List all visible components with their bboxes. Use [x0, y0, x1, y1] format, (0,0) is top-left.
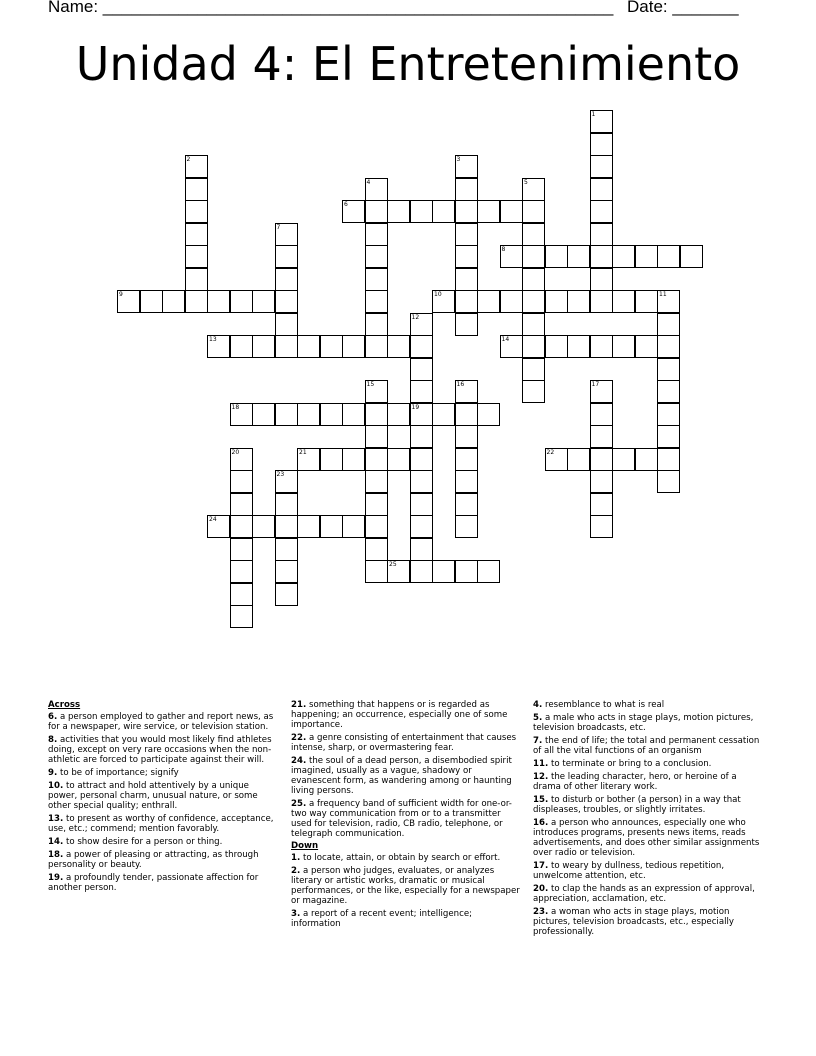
crossword-cell[interactable] [590, 493, 613, 516]
crossword-cell[interactable] [162, 290, 185, 313]
crossword-cell[interactable] [455, 470, 478, 493]
crossword-cell[interactable] [230, 538, 253, 561]
clue-number: 12 [411, 313, 420, 321]
clue-text: something that happens or is regarded as happening; an occurrence, especially one of some importance. [291, 700, 508, 730]
clue-item [533, 795, 765, 815]
page-title: Unidad 4: El Entretenimiento [75, 37, 741, 91]
crossword-cell[interactable] [342, 403, 365, 426]
crossword-cell[interactable] [612, 245, 635, 268]
crossword-cell[interactable] [207, 290, 230, 313]
clue-text: a person employed to gather and report news, as for a newspaper, wire service, or television station. [48, 712, 274, 732]
clue-number: 23 [276, 471, 285, 478]
crossword-cell[interactable] [522, 290, 545, 313]
crossword-cell[interactable] [410, 515, 433, 538]
crossword-cell[interactable] [342, 200, 365, 223]
crossword-cell[interactable] [455, 245, 478, 268]
clue-text: a woman who acts in stage plays, motion pictures, television broadcasts, etc., especially professionally. [533, 907, 734, 937]
clue-number-label: 4. [533, 700, 543, 710]
crossword-cell[interactable] [140, 290, 163, 313]
crossword-cell[interactable] [342, 515, 365, 538]
crossword-cell[interactable] [500, 290, 523, 313]
clue-text: a male who acts in stage plays, motion pictures, television broadcasts, etc. [533, 713, 754, 733]
crossword-cell[interactable] [117, 290, 140, 313]
crossword-cell[interactable] [567, 335, 590, 358]
crossword-cell[interactable] [185, 290, 208, 313]
clue-item [48, 712, 280, 732]
clue-number-label: 25. [291, 799, 307, 809]
clue-number-label: 18. [48, 850, 64, 860]
crossword-cell[interactable] [365, 425, 388, 448]
crossword-cell[interactable] [477, 290, 500, 313]
clue-number: 16 [456, 381, 465, 388]
clue-text: to attract and hold attentively by a unique power, personal charm, unusual nature, or some other special quality; enthrall. [48, 781, 258, 811]
clue-number-label: 17. [533, 861, 549, 871]
crossword-cell[interactable] [410, 425, 433, 448]
crossword-cell[interactable] [230, 560, 253, 583]
crossword-cell[interactable] [590, 470, 613, 493]
clue-item [48, 735, 280, 765]
crossword-cell[interactable] [320, 335, 343, 358]
clue-number: 8 [501, 246, 506, 253]
crossword-cell[interactable] [275, 560, 298, 583]
clue-number-label: 20. [533, 884, 549, 894]
crossword-cell[interactable] [657, 470, 680, 493]
crossword-cell[interactable] [590, 403, 613, 426]
crossword-cell[interactable] [230, 470, 253, 493]
crossword-cell[interactable] [410, 560, 433, 583]
clue-number: 15 [366, 381, 375, 388]
clue-number: 24 [209, 516, 217, 523]
clue-number-label: 11. [533, 759, 549, 769]
crossword-cell[interactable] [500, 245, 523, 268]
crossword-cell[interactable] [297, 515, 320, 538]
crossword-cell[interactable] [657, 290, 680, 313]
crossword-cell[interactable] [455, 290, 478, 313]
clue-number-label: 1. [291, 853, 301, 863]
crossword-cell[interactable] [455, 223, 478, 246]
clue-text: resemblance to what is real [542, 700, 665, 710]
crossword-cell[interactable] [635, 245, 658, 268]
clue-number: 7 [276, 223, 281, 231]
crossword-cell[interactable] [410, 403, 433, 426]
clue-item [533, 700, 765, 710]
crossword-cell[interactable] [455, 448, 478, 471]
clue-item [533, 884, 765, 904]
crossword-cell[interactable] [185, 200, 208, 223]
crossword-cell[interactable] [275, 223, 298, 246]
crossword-cell[interactable] [545, 290, 568, 313]
crossword-cell[interactable] [635, 448, 658, 471]
clue-number: 18 [231, 403, 240, 411]
crossword-cell[interactable] [477, 403, 500, 426]
crossword-cell[interactable] [410, 448, 433, 471]
clue-item [48, 781, 280, 811]
crossword-cell[interactable] [455, 560, 478, 583]
clue-text: to disturb or bother (a person) in a way that displeases, troubles, or slightly irritates. [533, 795, 741, 815]
crossword-cell[interactable] [365, 200, 388, 223]
clue-item [48, 837, 280, 847]
clue-number-label: 9. [48, 768, 58, 778]
clue-number: 6 [344, 201, 348, 208]
crossword-cell[interactable] [230, 448, 253, 471]
crossword-cell[interactable] [522, 223, 545, 246]
clue-number-label: 21. [291, 700, 307, 710]
crossword-cell[interactable] [252, 403, 275, 426]
clue-number-label: 14. [48, 837, 64, 847]
crossword-cell[interactable] [275, 493, 298, 516]
crossword-cell[interactable] [387, 335, 410, 358]
crossword-cell[interactable] [545, 245, 568, 268]
crossword-cell[interactable] [612, 335, 635, 358]
clue-number: 22 [546, 448, 555, 456]
clue-text: a genre consisting of entertainment that causes intense, sharp, or overmastering fear. [291, 733, 517, 753]
clue-number-label: 3. [291, 909, 301, 919]
clue-item [533, 736, 765, 756]
clue-number: 25 [389, 561, 397, 568]
crossword-cell[interactable] [657, 403, 680, 426]
clue-number: 14 [501, 336, 510, 343]
crossword-cell[interactable] [387, 403, 410, 426]
crossword-cell[interactable] [500, 335, 523, 358]
crossword-cell[interactable] [365, 178, 388, 201]
clue-number-label: 23. [533, 907, 549, 917]
clue-column-1 [48, 700, 280, 896]
crossword-cell[interactable] [365, 313, 388, 336]
clue-number-label: 16. [533, 818, 549, 828]
clue-number: 20 [231, 448, 240, 456]
crossword-cell[interactable] [275, 515, 298, 538]
crossword-cell[interactable] [590, 178, 613, 201]
crossword-cell[interactable] [500, 200, 523, 223]
crossword-cell[interactable] [320, 403, 343, 426]
clue-text: a profoundly tender, passionate affection for another person. [48, 873, 259, 893]
crossword-cell[interactable] [590, 223, 613, 246]
clue-number-label: 6. [48, 712, 58, 722]
clue-text: to weary by dullness, tedious repetition, unwelcome attention, etc. [533, 861, 725, 881]
crossword-cell[interactable] [545, 448, 568, 471]
crossword-cell[interactable] [657, 358, 680, 381]
clue-item [533, 818, 765, 858]
crossword-cell[interactable] [455, 380, 478, 403]
crossword-cell[interactable] [365, 493, 388, 516]
clue-number-label: 2. [291, 866, 301, 876]
crossword-cell[interactable] [567, 245, 590, 268]
crossword-cell[interactable] [657, 245, 680, 268]
crossword-cell[interactable] [230, 493, 253, 516]
crossword-cell[interactable] [410, 200, 433, 223]
crossword-cell[interactable] [590, 425, 613, 448]
clue-text: to terminate or bring to a conclusion. [548, 759, 712, 769]
crossword-cell[interactable] [455, 313, 478, 336]
down-heading: Down [291, 841, 319, 851]
crossword-cell[interactable] [477, 560, 500, 583]
clue-number-label: 19. [48, 873, 64, 883]
crossword-cell[interactable] [522, 358, 545, 381]
crossword-cell[interactable] [410, 380, 433, 403]
crossword-cell[interactable] [365, 245, 388, 268]
crossword-cell[interactable] [590, 155, 613, 178]
crossword-cell[interactable] [365, 380, 388, 403]
crossword-cell[interactable] [365, 223, 388, 246]
crossword-cell[interactable] [275, 245, 298, 268]
crossword-cell[interactable] [432, 200, 455, 223]
crossword-cell[interactable] [635, 290, 658, 313]
crossword-cell[interactable] [657, 335, 680, 358]
crossword-cell[interactable] [230, 515, 253, 538]
crossword-cell[interactable] [275, 403, 298, 426]
clue-text: a frequency band of sufficient width for one-or-two way communication from or to a transmitter used for television, radio, CB radio, telephone, or telegraph communication. [291, 799, 512, 839]
clue-number: 2 [186, 156, 191, 163]
clue-number: 3 [456, 156, 461, 163]
crossword-cell[interactable] [432, 403, 455, 426]
crossword-cell[interactable] [410, 335, 433, 358]
crossword-cell[interactable] [455, 268, 478, 291]
crossword-cell[interactable] [612, 290, 635, 313]
crossword-cell[interactable] [612, 448, 635, 471]
clue-number: 19 [411, 403, 420, 411]
clue-item [533, 772, 765, 792]
crossword-cell[interactable] [522, 178, 545, 201]
crossword-cell[interactable] [590, 200, 613, 223]
crossword-cell[interactable] [567, 290, 590, 313]
crossword-cell[interactable] [365, 268, 388, 291]
clue-item [291, 756, 523, 796]
crossword-cell[interactable] [230, 583, 253, 606]
clue-number: 13 [209, 336, 217, 343]
crossword-cell[interactable] [635, 335, 658, 358]
crossword-cell[interactable] [657, 313, 680, 336]
crossword-cell[interactable] [185, 223, 208, 246]
crossword-cell[interactable] [590, 133, 613, 156]
crossword-cell[interactable] [342, 335, 365, 358]
crossword-cell[interactable] [275, 268, 298, 291]
crossword-cell[interactable] [522, 380, 545, 403]
crossword-cell[interactable] [365, 403, 388, 426]
clue-number-label: 13. [48, 814, 64, 824]
crossword-cell[interactable] [590, 380, 613, 403]
name-field-label: Name: ______________________________________________________ [48, 0, 614, 16]
crossword-cell[interactable] [297, 335, 320, 358]
clue-column-2 [291, 700, 523, 932]
crossword-cell[interactable] [275, 335, 298, 358]
crossword-cell[interactable] [455, 493, 478, 516]
crossword-cell[interactable] [230, 605, 253, 628]
clue-column-3 [533, 700, 765, 940]
crossword-cell[interactable] [522, 335, 545, 358]
crossword-cell[interactable] [455, 515, 478, 538]
clue-text: activities that you would most likely find athletes doing, except on very rare occasions when the non-athletic are forced to participate against their will. [48, 735, 272, 765]
clue-item [48, 850, 280, 870]
crossword-cell[interactable] [522, 200, 545, 223]
crossword-cell[interactable] [410, 493, 433, 516]
clue-number-label: 12. [533, 772, 549, 782]
clue-item [291, 866, 523, 906]
clue-text: a power of pleasing or attracting, as through personality or beauty. [48, 850, 259, 870]
clue-item [48, 768, 280, 778]
clue-text: to locate, attain, or obtain by search or effort. [300, 853, 501, 863]
crossword-cell[interactable] [365, 560, 388, 583]
crossword-cell[interactable] [365, 515, 388, 538]
clue-number: 10 [434, 291, 442, 298]
crossword-cell[interactable] [545, 335, 568, 358]
crossword-cell[interactable] [387, 448, 410, 471]
clue-number-label: 15. [533, 795, 549, 805]
clue-text: a person who judges, evaluates, or analyzes literary or artistic works, dramatic or musical performances, or the like, especially for a newspaper or magazine. [291, 866, 520, 906]
crossword-cell[interactable] [275, 470, 298, 493]
clue-text: to clap the hands as an expression of approval, appreciation, acclamation, etc. [533, 884, 755, 904]
crossword-cell[interactable] [252, 515, 275, 538]
crossword-cell[interactable] [230, 335, 253, 358]
crossword-cell[interactable] [455, 425, 478, 448]
crossword-cell[interactable] [522, 245, 545, 268]
crossword-cell[interactable] [590, 268, 613, 291]
crossword-cell[interactable] [567, 448, 590, 471]
clue-number: 17 [591, 381, 600, 388]
clue-text: to be of importance; signify [57, 768, 179, 778]
crossword-cell[interactable] [590, 245, 613, 268]
crossword-cell[interactable] [590, 335, 613, 358]
crossword-cell[interactable] [320, 448, 343, 471]
clue-number: 21 [299, 448, 307, 456]
crossword-cell[interactable] [432, 290, 455, 313]
crossword-cell[interactable] [252, 290, 275, 313]
crossword-cell[interactable] [410, 470, 433, 493]
clue-text: a report of a recent event; intelligence; information [291, 909, 473, 929]
clue-item [533, 713, 765, 733]
crossword-cell[interactable] [522, 313, 545, 336]
crossword-cell[interactable] [207, 515, 230, 538]
crossword-cell[interactable] [185, 268, 208, 291]
crossword-cell[interactable] [185, 245, 208, 268]
crossword-cell[interactable] [230, 290, 253, 313]
across-heading: Across [48, 700, 81, 710]
clue-item [48, 814, 280, 834]
crossword-cell[interactable] [657, 448, 680, 471]
clue-number-label: 5. [533, 713, 543, 723]
crossword-cell[interactable] [365, 538, 388, 561]
clue-number-label: 22. [291, 733, 307, 743]
clue-item [291, 853, 523, 863]
crossword-cell[interactable] [455, 200, 478, 223]
crossword-cell[interactable] [365, 335, 388, 358]
clue-item [533, 861, 765, 881]
clue-number: 4 [366, 178, 371, 186]
crossword-cell[interactable] [455, 155, 478, 178]
crossword-cell[interactable] [252, 335, 275, 358]
clue-text: the end of life; the total and permanent cessation of all the vital functions of an organism [533, 736, 760, 756]
clue-text: the soul of a dead person, a disembodied spirit imagined, usually as a vague, shadowy or evanescent form, as wandering among or haunting living persons. [291, 756, 512, 796]
crossword-cell[interactable] [230, 403, 253, 426]
crossword-cell[interactable] [275, 583, 298, 606]
clue-item [291, 799, 523, 839]
crossword-cell[interactable] [410, 358, 433, 381]
crossword-cell[interactable] [297, 403, 320, 426]
clue-item [48, 873, 280, 893]
clue-number-label: 10. [48, 781, 64, 791]
clue-item [291, 909, 523, 929]
crossword-cell[interactable] [275, 290, 298, 313]
crossword-cell[interactable] [410, 313, 433, 336]
crossword-cell[interactable] [185, 155, 208, 178]
crossword-cell[interactable] [657, 425, 680, 448]
clue-item [533, 759, 765, 769]
crossword-cell[interactable] [522, 268, 545, 291]
clue-number: 11 [659, 291, 667, 298]
crossword-cell[interactable] [590, 290, 613, 313]
crossword-cell[interactable] [365, 470, 388, 493]
crossword-cell[interactable] [477, 200, 500, 223]
clue-item [291, 733, 523, 753]
clue-item [291, 700, 523, 730]
clue-text: to show desire for a person or thing. [63, 837, 223, 847]
crossword-cell[interactable] [455, 178, 478, 201]
clue-text: a person who announces, especially one who introduces programs, presents news items, reads advertisements, and does other similar assignments over radio or television. [533, 818, 760, 858]
crossword-cell[interactable] [320, 515, 343, 538]
crossword-cell[interactable] [387, 560, 410, 583]
clue-number: 5 [524, 178, 528, 186]
clue-number-label: 24. [291, 756, 307, 766]
crossword-cell[interactable] [207, 335, 230, 358]
crossword-cell[interactable] [590, 110, 613, 133]
clue-number-label: 7. [533, 736, 543, 746]
crossword-cell[interactable] [275, 313, 298, 336]
crossword-cell[interactable] [342, 448, 365, 471]
crossword-cell[interactable] [590, 448, 613, 471]
crossword-cell[interactable] [185, 178, 208, 201]
clue-number: 9 [119, 291, 123, 298]
crossword-cell[interactable] [387, 200, 410, 223]
crossword-cell[interactable] [297, 448, 320, 471]
clue-text: to present as worthy of confidence, acceptance, use, etc.; commend; mention favorably. [48, 814, 274, 834]
clue-text: the leading character, hero, or heroine of a drama of other literary work. [533, 772, 737, 792]
crossword-cell[interactable] [365, 448, 388, 471]
crossword-cell[interactable] [365, 290, 388, 313]
crossword-cell[interactable] [410, 538, 433, 561]
crossword-cell[interactable] [680, 245, 703, 268]
clue-number-label: 8. [48, 735, 58, 745]
date-field-label: Date: _______ [627, 0, 739, 16]
crossword-cell[interactable] [432, 560, 455, 583]
crossword-cell[interactable] [657, 380, 680, 403]
crossword-cell[interactable] [455, 403, 478, 426]
crossword-cell[interactable] [275, 538, 298, 561]
clue-number: 1 [591, 111, 596, 118]
crossword-cell[interactable] [590, 515, 613, 538]
clue-item [533, 907, 765, 937]
